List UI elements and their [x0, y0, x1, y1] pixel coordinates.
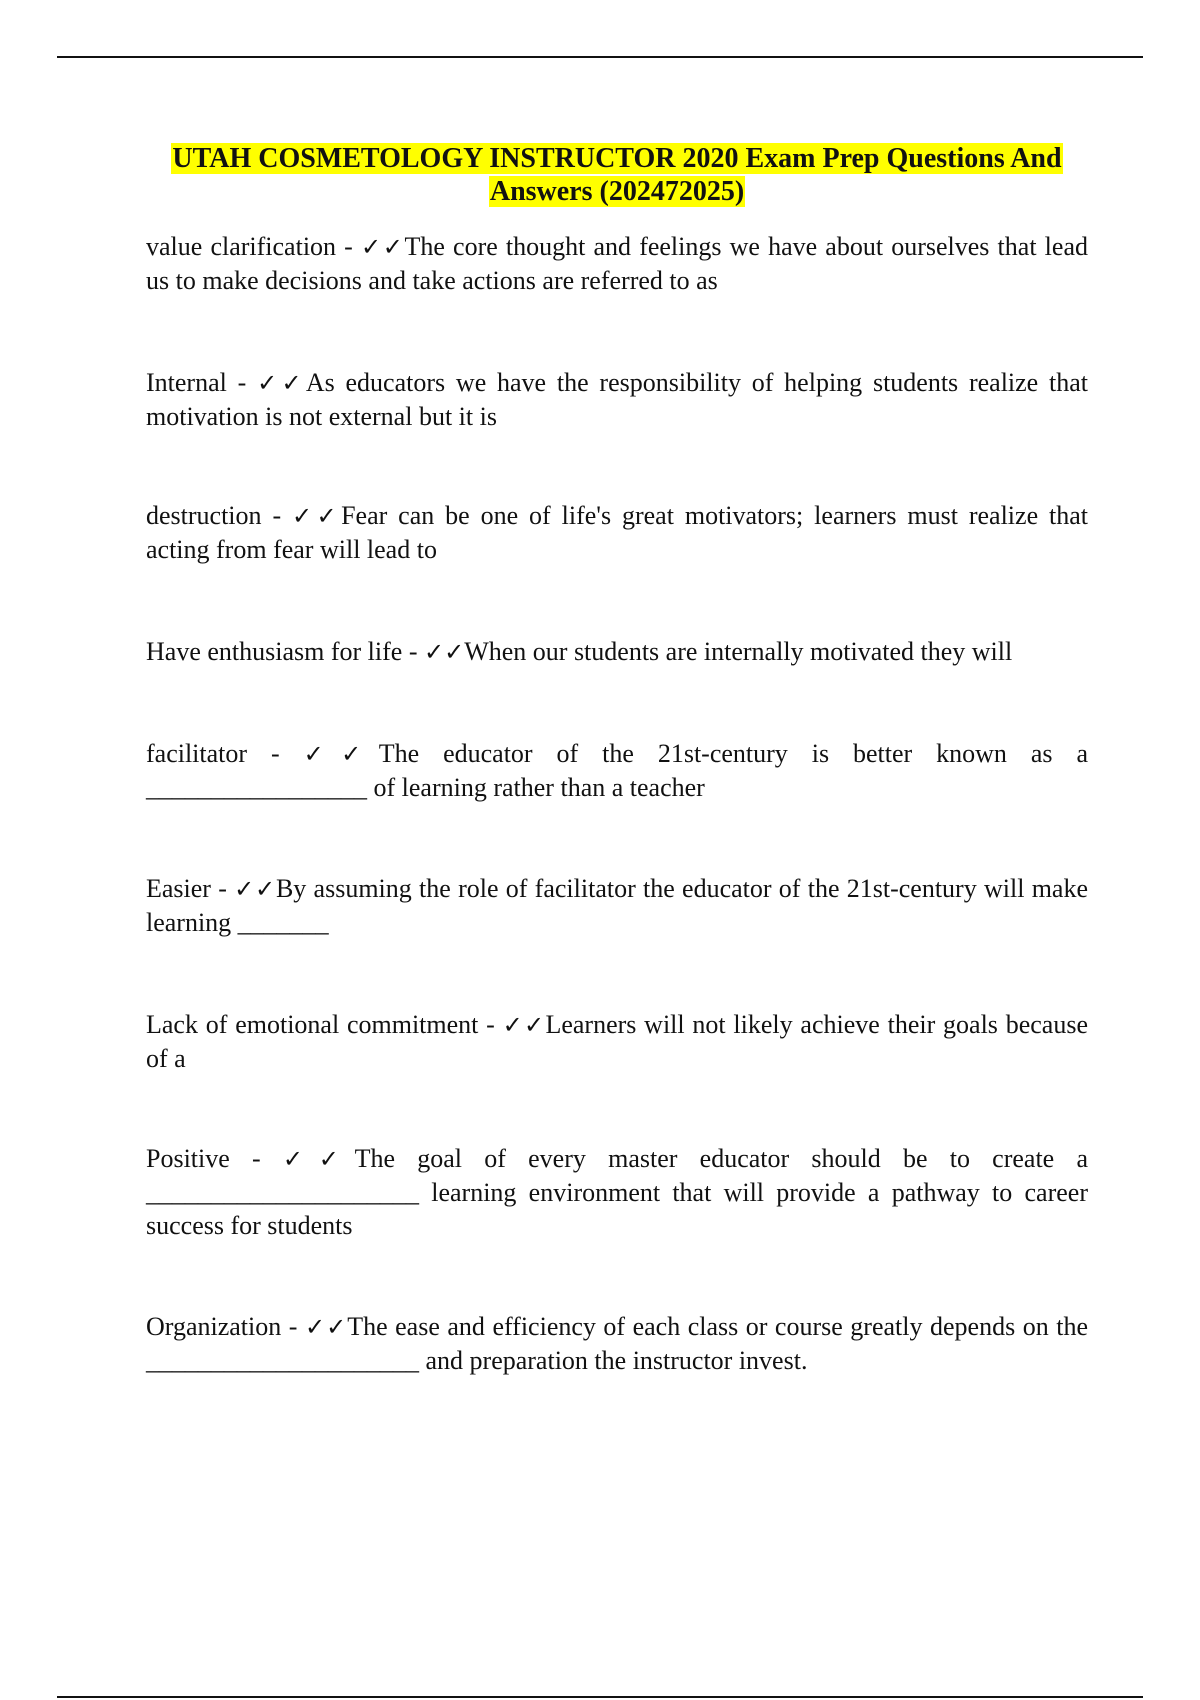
answer-text: Internal: [146, 368, 227, 397]
answer-text: value clarification: [146, 232, 337, 261]
qa-item-7: Lack of emotional commitment - ✓✓Learners will not likely achieve their goals because of a: [146, 1010, 1088, 1073]
answer-text: Easier: [146, 874, 211, 903]
check-mark-icon: ✓✓: [303, 740, 379, 768]
question-text: By assuming the role of facilitator the educator of the 21st-century will make learning _______: [146, 874, 1089, 937]
qa-item-4: Have enthusiasm for life - ✓✓When our students are internally motivated they will: [146, 637, 1013, 666]
check-mark-icon: ✓✓: [502, 1011, 546, 1039]
qa-item-2: Internal - ✓✓As educators we have the responsibility of helping students realize that motivation is not external but it is: [146, 368, 1088, 431]
qa-item-9: Organization - ✓✓The ease and efficiency of each class or course greatly depends on the _____________________ and preparation the instructor invest.: [146, 1312, 1088, 1375]
check-mark-icon: ✓✓: [292, 502, 342, 530]
answer-text: destruction: [146, 501, 262, 530]
question-text: The educator of the 21st-century is better known as a _________________ of learning rather than a teacher: [146, 739, 1088, 802]
bottom-rule: [57, 1696, 1143, 1698]
answer-text: Have enthusiasm for life: [146, 637, 403, 666]
qa-item-5: facilitator - ✓✓The educator of the 21st-century is better known as a _________________ of learning rather than a teacher: [146, 739, 1088, 802]
qa-item-8: Positive - ✓✓The goal of every master educator should be to create a _____________________ learning environment that will provide a pathway to career success for students: [146, 1144, 1088, 1240]
question-text: The core thought and feelings we have about ourselves that lead us to make decisions and take actions are referred to as: [146, 232, 1088, 295]
top-rule: [57, 56, 1143, 58]
answer-text: Positive: [146, 1144, 230, 1173]
question-text: Learners will not likely achieve their goals because of a: [146, 1010, 1088, 1073]
check-mark-icon: ✓✓: [304, 1313, 348, 1341]
document-title: [146, 142, 1088, 208]
question-text: The ease and efficiency of each class or course greatly depends on the _____________________ and preparation the instructor invest.: [146, 1312, 1088, 1375]
question-text: When our students are internally motivated they will: [464, 637, 1013, 666]
qa-item-1: value clarification - ✓✓The core thought and feelings we have about ourselves that lead us to make decisions and take actions are referred to as: [146, 232, 1088, 295]
check-mark-icon: ✓✓: [360, 233, 405, 261]
qa-item-6: Easier - ✓✓By assuming the role of facilitator the educator of the 21st-century will make learning _______: [146, 874, 1089, 937]
check-mark-icon: ✓✓: [423, 638, 465, 666]
qa-item-3: destruction - ✓✓Fear can be one of life's great motivators; learners must realize that acting from fear will lead to: [146, 501, 1089, 564]
question-text: Fear can be one of life's great motivators; learners must realize that acting from fear will lead to: [146, 501, 1089, 564]
document-title-text: UTAH COSMETOLOGY INSTRUCTOR 2020 Exam Prep Questions And Answers (202472025): [172, 143, 1062, 207]
check-mark-icon: ✓✓: [282, 1145, 355, 1173]
question-text: As educators we have the responsibility of helping students realize that motivation is not external but it is: [146, 368, 1088, 431]
answer-text: Lack of emotional commitment: [146, 1010, 479, 1039]
check-mark-icon: ✓✓: [257, 369, 306, 397]
question-text: The goal of every master educator should be to create a _____________________ learning environment that will provide a pathway to career success for students: [146, 1144, 1088, 1240]
check-mark-icon: ✓✓: [234, 875, 276, 903]
answer-text: facilitator: [146, 739, 248, 768]
answer-text: Organization: [146, 1312, 282, 1341]
